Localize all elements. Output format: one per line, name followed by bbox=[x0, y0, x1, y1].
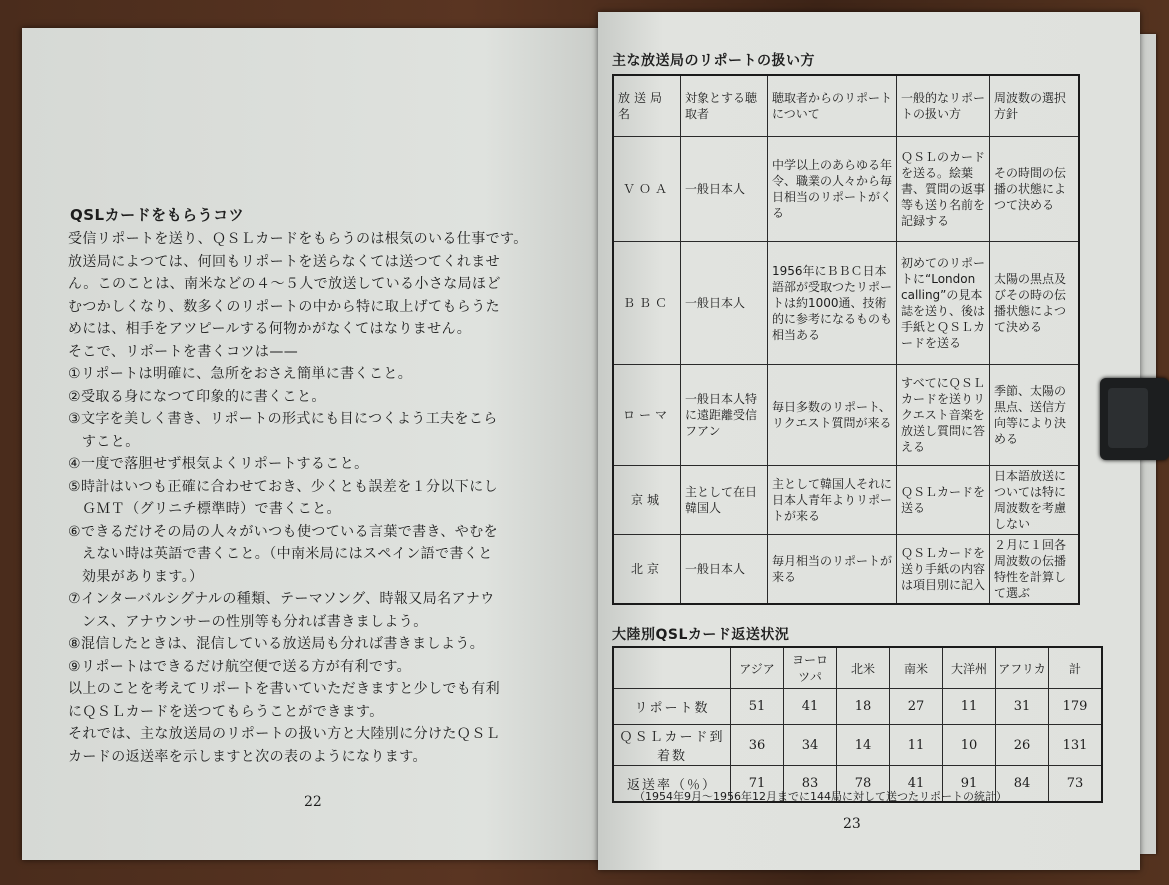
table-cell: 毎月相当のリポートが来る bbox=[768, 535, 897, 605]
text-line: ん。このことは、南米などの４〜５人で放送している小さな局ほど bbox=[68, 276, 501, 292]
table-cell: 36 bbox=[731, 725, 784, 766]
table-cell: 1956年にＢＢＣ日本語部が受取つたリポートは約1000通、技術的に参考になるものも相当ある bbox=[768, 242, 897, 365]
column-header: 放送局名 bbox=[613, 75, 681, 137]
right-page bbox=[598, 12, 1140, 870]
text-line: ④一度で落胆せず根気よくリポートすること。 bbox=[68, 456, 369, 472]
binder-clip bbox=[1100, 378, 1169, 460]
table-cell: その時間の伝播の状態によつて決める bbox=[990, 137, 1080, 242]
table-cell: 一般日本人 bbox=[681, 535, 768, 605]
text-line: ⑧混信したときは、混信している放送局も分れば書きましよう。 bbox=[68, 636, 485, 652]
row-label: リポート数 bbox=[613, 689, 731, 725]
column-header: 聴取者からのリポートについて bbox=[768, 75, 897, 137]
table-cell: 41 bbox=[890, 766, 943, 803]
table-cell: ２月に１回各周波数の伝播特性を計算して選ぶ bbox=[990, 535, 1080, 605]
table-cell: 78 bbox=[837, 766, 890, 803]
table-cell: 131 bbox=[1049, 725, 1103, 766]
table-cell: すべてにＱＳＬカードを送りリクエスト音楽を放送し質問に答える bbox=[897, 365, 990, 466]
page-number-right: 23 bbox=[843, 816, 861, 832]
table-cell: ＱＳＬのカードを送る。絵葉書、質問の返事等も送り名前を記録する bbox=[897, 137, 990, 242]
column-header: アジア bbox=[731, 647, 784, 689]
column-header bbox=[613, 647, 731, 689]
table-cell: 主として在日韓国人 bbox=[681, 466, 768, 535]
text-line: めには、相手をアツピールする何物かがなくてはなりません。 bbox=[68, 321, 472, 337]
station-report-table bbox=[612, 74, 1080, 605]
text-line: ⑨リポートはできるだけ航空便で送る方が有利です。 bbox=[68, 658, 412, 675]
table-cell: 10 bbox=[943, 725, 996, 766]
table-row bbox=[613, 137, 1079, 242]
column-header: 周波数の選択方針 bbox=[990, 75, 1080, 137]
table-cell: 34 bbox=[784, 725, 837, 766]
text-line: むつかしくなり、数多くのリポートの中から特に取上げてもらうた bbox=[68, 298, 500, 315]
table-cell: 73 bbox=[1049, 766, 1103, 803]
text-line: 受信リポートを送り、ＱＳＬカードをもらうのは根気のいる仕事です。 bbox=[68, 231, 528, 247]
column-header: 計 bbox=[1049, 647, 1103, 689]
table-cell: 83 bbox=[784, 766, 837, 803]
text-line: それでは、主な放送局のリポートの扱い方と大陸別に分けたＱＳＬ bbox=[68, 726, 500, 742]
left-page bbox=[22, 28, 600, 860]
table-cell: ＱＳＬカードを送り手紙の内容は項目別に記入 bbox=[897, 535, 990, 605]
text-line: カードの返送率を示しますと次の表のようになります。 bbox=[68, 748, 427, 765]
table-cell: 26 bbox=[996, 725, 1049, 766]
table-cell: 31 bbox=[996, 689, 1049, 725]
table-row bbox=[613, 689, 1102, 725]
text-line: ⑦インターバルシグナルの種類、テーマソング、時報又局名アナウ bbox=[68, 591, 495, 607]
table-cell: 11 bbox=[890, 725, 943, 766]
text-line: 放送局によつては、何回もリポートを送らなくては送つてくれませ bbox=[68, 253, 500, 270]
row-label: ＱＳＬカード到着数 bbox=[613, 725, 731, 766]
table-cell: 84 bbox=[996, 766, 1049, 803]
column-header: 一般的なリポートの扱い方 bbox=[897, 75, 990, 137]
text-line: 以上のことを考えてリポートを書いていただきますと少しでも有利 bbox=[68, 681, 500, 697]
column-header: アフリカ bbox=[996, 647, 1049, 689]
table-row bbox=[613, 242, 1079, 365]
continent-return-table bbox=[612, 646, 1103, 803]
table-cell: 18 bbox=[837, 689, 890, 725]
column-header: 対象とする聴取者 bbox=[681, 75, 768, 137]
table-cell: 太陽の黒点及びその時の伝播状態によつて決める bbox=[990, 242, 1080, 365]
table-row bbox=[613, 725, 1102, 766]
text-line: すこと。 bbox=[82, 433, 140, 450]
text-line: 効果があります。） bbox=[82, 568, 204, 585]
text-line: ①リポートは明確に、急所をおさえ簡単に書くこと。 bbox=[68, 366, 413, 382]
table-cell: 初めてのリポートに“London calling”の見本誌を送り、後は手紙とＱＳＬカードを送る bbox=[897, 242, 990, 365]
table-cell: 179 bbox=[1049, 689, 1103, 725]
table-cell: 主として韓国人それに日本人青年よりリポートが来る bbox=[768, 466, 897, 535]
station-table-title: 主な放送局のリポートの扱い方 bbox=[612, 53, 815, 69]
page-number-left: 22 bbox=[304, 794, 322, 810]
table-cell: 11 bbox=[943, 689, 996, 725]
table-cell: 41 bbox=[784, 689, 837, 725]
table-cell: 14 bbox=[837, 725, 890, 766]
column-header: 南米 bbox=[890, 647, 943, 689]
table-cell: 91 bbox=[943, 766, 996, 803]
table-cell: 51 bbox=[731, 689, 784, 725]
column-header: 大洋州 bbox=[943, 647, 996, 689]
table-cell: ＱＳＬカードを送る bbox=[897, 466, 990, 535]
table-cell: 27 bbox=[890, 689, 943, 725]
table-cell: 中学以上のあらゆる年令、職業の人々から毎日相当のリポートがくる bbox=[768, 137, 897, 242]
table-cell: 毎日多数のリポート、リクエスト質問が来る bbox=[768, 365, 897, 466]
table-footnote: （1954年9月〜1956年12月までに144局に対して送つたリポートの統計） bbox=[634, 790, 1007, 803]
section-heading: QSLカードをもらうコツ bbox=[70, 206, 245, 224]
table-cell: 季節、太陽の黒点、送信方向等により決める bbox=[990, 365, 1080, 466]
table-cell: 一般日本人 bbox=[681, 242, 768, 365]
row-label: 返送率（％） bbox=[613, 766, 731, 803]
text-line: ⑤時計はいつも正確に合わせておき、少くとも誤差を１分以下にし bbox=[68, 478, 498, 495]
continent-table-title: 大陸別QSLカード返送状況 bbox=[612, 627, 790, 643]
table-cell: 一般日本人 bbox=[681, 137, 768, 242]
body-text bbox=[68, 228, 588, 768]
table-row bbox=[613, 535, 1079, 605]
column-header: ヨーロツパ bbox=[784, 647, 837, 689]
table-cell: 北京 bbox=[613, 535, 681, 605]
text-line: ③文字を美しく書き、リポートの形式にも目につくよう工夫をこら bbox=[68, 411, 498, 427]
table-row bbox=[613, 466, 1079, 535]
text-line: ②受取る身になつて印象的に書くこと。 bbox=[68, 388, 326, 405]
text-line: ＧＭＴ（グリニチ標準時）で書くこと。 bbox=[82, 501, 341, 517]
text-line: にＱＳＬカードを送つてもらうことができます。 bbox=[68, 703, 384, 720]
text-line: ンス、アナウンサーの性別等も分れば書きましよう。 bbox=[82, 613, 428, 630]
text-line: そこで、リポートを書くコツは—— bbox=[68, 343, 299, 360]
text-line: えない時は英語で書くこと。（中南米局にはスペイン語で書くと bbox=[82, 546, 493, 562]
table-cell: 一般日本人特に遠距離受信フアン bbox=[681, 365, 768, 466]
table-cell: 日本語放送については特に周波数を考慮しない bbox=[990, 466, 1080, 535]
table-cell: ＶＯＡ bbox=[613, 137, 681, 242]
table-cell: 71 bbox=[731, 766, 784, 803]
table-row bbox=[613, 365, 1079, 466]
table-cell: ＢＢＣ bbox=[613, 242, 681, 365]
text-line: ⑥できるだけその局の人々がいつも使つている言葉で書き、やむを bbox=[68, 523, 498, 540]
table-cell: ローマ bbox=[613, 365, 681, 466]
column-header: 北米 bbox=[837, 647, 890, 689]
table-cell: 京城 bbox=[613, 466, 681, 535]
